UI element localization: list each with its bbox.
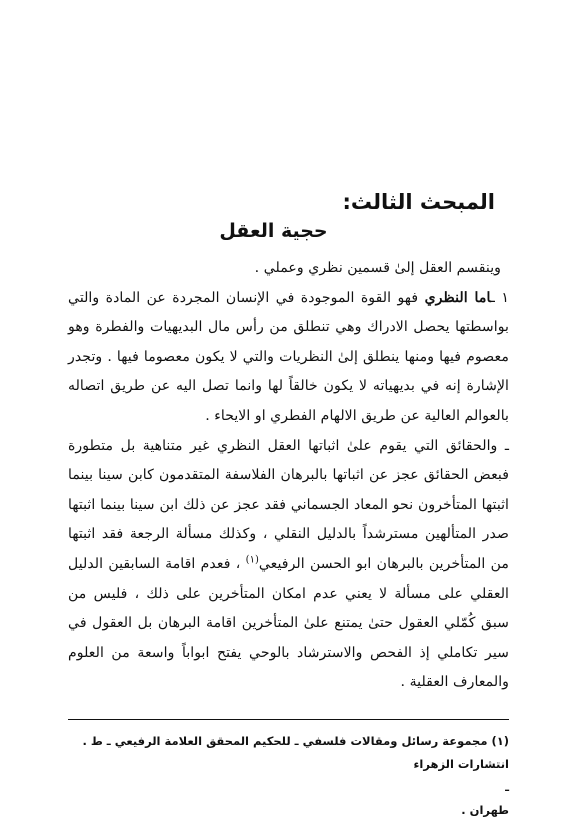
- section-title: حجية العقل: [219, 220, 328, 242]
- paragraph-truths: [68, 432, 509, 698]
- footnote-reference[interactable]: (١): [245, 554, 259, 566]
- paragraph-number: ١ ـ: [490, 289, 509, 306]
- footnote-line-3: طهران .: [461, 803, 509, 817]
- section-heading: المبحث الثالث:: [342, 190, 495, 214]
- footnote: [60, 730, 509, 822]
- paragraph-theoretical-reason: [68, 284, 509, 432]
- body-text: [68, 254, 509, 698]
- paragraph-lead-term: اما النظري: [424, 289, 491, 306]
- footnote-line-2: ـ: [505, 780, 509, 794]
- paragraph-body-part-a: ـ والحقائق التي يقوم علىٰ اثباتها العقل النظري غير متناهية بل متطورة فبعض الحقائق عجز عن اثباتها بالبرهان الفلاسفة المتقدمون كابن سينا بينما اثبتها المتأخرون نحو المعاد الجسماني فقد عجز عن ذلك ابن سينا بينما اثبتها صدر المتألهين مسترشداً بالدليل النقلي ، وكذلك مسألة الرجعة فقد اثبتها من المتأخرين بالبرهان ابو الحسن الرفيعي: [68, 437, 509, 572]
- footnote-line-1: (١) مجموعة رسائل ومقالات فلسفي ـ للحكيم المحقق العلامة الرفيعي ـ ط . انتشارات الزهراء: [82, 734, 509, 771]
- footnote-divider: [68, 719, 509, 720]
- intro-paragraph: وينقسم العقل إلىٰ قسمين نظري وعملي .: [254, 260, 501, 276]
- paragraph-body: فهو القوة الموجودة في الإنسان المجردة عن المادة والتي بواسطتها يحصل الادراك وهي تنطلق من رأس مال البديهيات والفطرة وهو معصوم فيها ومنها ينطلق إلىٰ النظريات والتي لا يكون معصوما فيها . وتجدر الإشارة إنه في بديهياته لا يكون خالقاً لها وانما تصل اليه عن طريق اتصاله بالعوالم العالية عن طريق الالهام الفطري او الايحاء .: [68, 289, 509, 424]
- paragraph-body-part-b: ، فعدم اقامة السابقين الدليل العقلي على مسألة لا يعني عدم امكان المتأخرين على ذلك ، فليس من سبق كُمّلي العقول حتىٰ يمتنع علىٰ المتأخرين اقامة البرهان بل العقول في سير تكاملي إذ الفحص والاسترشاد بالوحي يفتح ابواباً واسعة من العلوم والمعارف العقلية .: [68, 555, 509, 691]
